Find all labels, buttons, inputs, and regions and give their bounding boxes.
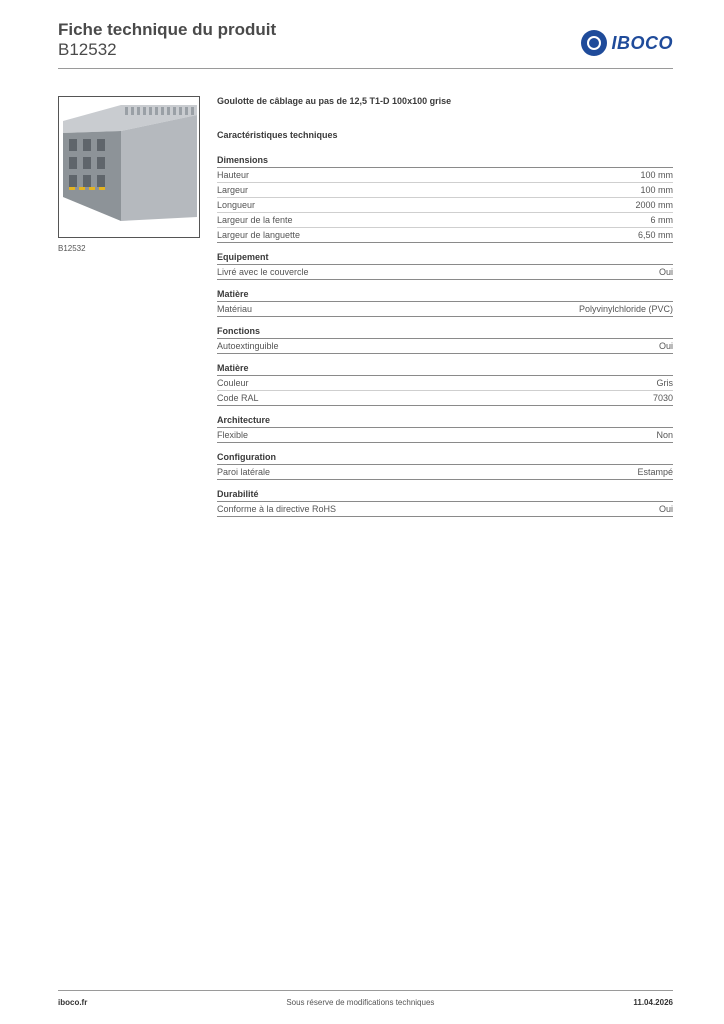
section-title: Matière (217, 362, 673, 376)
spec-label: Autoextinguible (217, 341, 279, 351)
footer-date: 11.04.2026 (633, 998, 673, 1007)
spec-row (217, 376, 673, 391)
spec-value: Polyvinylchloride (PVC) (578, 304, 673, 314)
spec-content (217, 94, 673, 525)
spec-rows (217, 376, 673, 406)
spec-row (217, 339, 673, 354)
brand-logo (581, 28, 673, 58)
spec-section (217, 414, 673, 443)
spec-section (217, 154, 673, 243)
spec-label: Matériau (217, 304, 253, 314)
section-title: Durabilité (217, 488, 673, 502)
spec-value: 2000 mm (635, 200, 673, 210)
footer-notice: Sous réserve de modifications techniques (286, 998, 435, 1007)
spec-row (217, 168, 673, 183)
spec-value: Estampé (637, 467, 673, 477)
spec-value: Oui (658, 341, 673, 351)
section-title: Architecture (217, 414, 673, 428)
image-caption: B12532 (58, 244, 86, 253)
spec-rows (217, 265, 673, 280)
logo-mark-icon (581, 30, 607, 56)
spec-label: Largeur (217, 185, 249, 195)
spec-label: Couleur (217, 378, 249, 388)
spec-section (217, 488, 673, 517)
page-title: Fiche technique du produit (58, 20, 277, 39)
spec-label: Flexible (217, 430, 249, 440)
spec-label: Longueur (217, 200, 256, 210)
spec-rows (217, 168, 673, 243)
spec-label: Livré avec le couvercle (217, 267, 309, 277)
section-title: Fonctions (217, 325, 673, 339)
page-footer (58, 998, 673, 1007)
spec-label: Largeur de languette (217, 230, 301, 240)
spec-row (217, 198, 673, 213)
section-title: Equipement (217, 251, 673, 265)
spec-value: Non (656, 430, 673, 440)
section-title: Configuration (217, 451, 673, 465)
spec-row (217, 502, 673, 517)
tech-heading: Caractéristiques techniques (217, 130, 338, 140)
spec-row (217, 391, 673, 406)
spec-rows (217, 502, 673, 517)
spec-label: Code RAL (217, 393, 259, 403)
spec-rows (217, 339, 673, 354)
section-title: Dimensions (217, 154, 673, 168)
spec-value: 6 mm (650, 215, 673, 225)
spec-section (217, 288, 673, 317)
logo-text: IBOCO (611, 32, 673, 53)
spec-section (217, 451, 673, 480)
cable-duct-icon (59, 97, 199, 237)
page-header (58, 20, 673, 70)
header-divider (58, 68, 673, 69)
spec-rows (217, 302, 673, 317)
spec-row (217, 302, 673, 317)
spec-sections (217, 154, 673, 517)
spec-label: Paroi latérale (217, 467, 271, 477)
spec-section (217, 362, 673, 406)
spec-label: Conforme à la directive RoHS (217, 504, 337, 514)
spec-section (217, 251, 673, 280)
footer-divider (58, 990, 673, 991)
spec-row (217, 228, 673, 243)
section-title: Matière (217, 288, 673, 302)
product-image (58, 96, 200, 238)
spec-section (217, 325, 673, 354)
spec-value: Oui (658, 267, 673, 277)
spec-value: 7030 (652, 393, 673, 403)
spec-value: Oui (658, 504, 673, 514)
spec-row (217, 428, 673, 443)
spec-label: Largeur de la fente (217, 215, 293, 225)
spec-row (217, 213, 673, 228)
spec-value: Gris (656, 378, 673, 388)
spec-label: Hauteur (217, 170, 250, 180)
product-title: Goulotte de câblage au pas de 12,5 T1-D 100x100 grise (217, 96, 452, 106)
spec-value: 100 mm (640, 170, 673, 180)
spec-row (217, 183, 673, 198)
product-reference: B12532 (58, 40, 117, 59)
footer-website: iboco.fr (58, 998, 88, 1007)
spec-row (217, 265, 673, 280)
spec-value: 6,50 mm (637, 230, 673, 240)
spec-rows (217, 465, 673, 480)
spec-value: 100 mm (640, 185, 673, 195)
spec-rows (217, 428, 673, 443)
spec-row (217, 465, 673, 480)
